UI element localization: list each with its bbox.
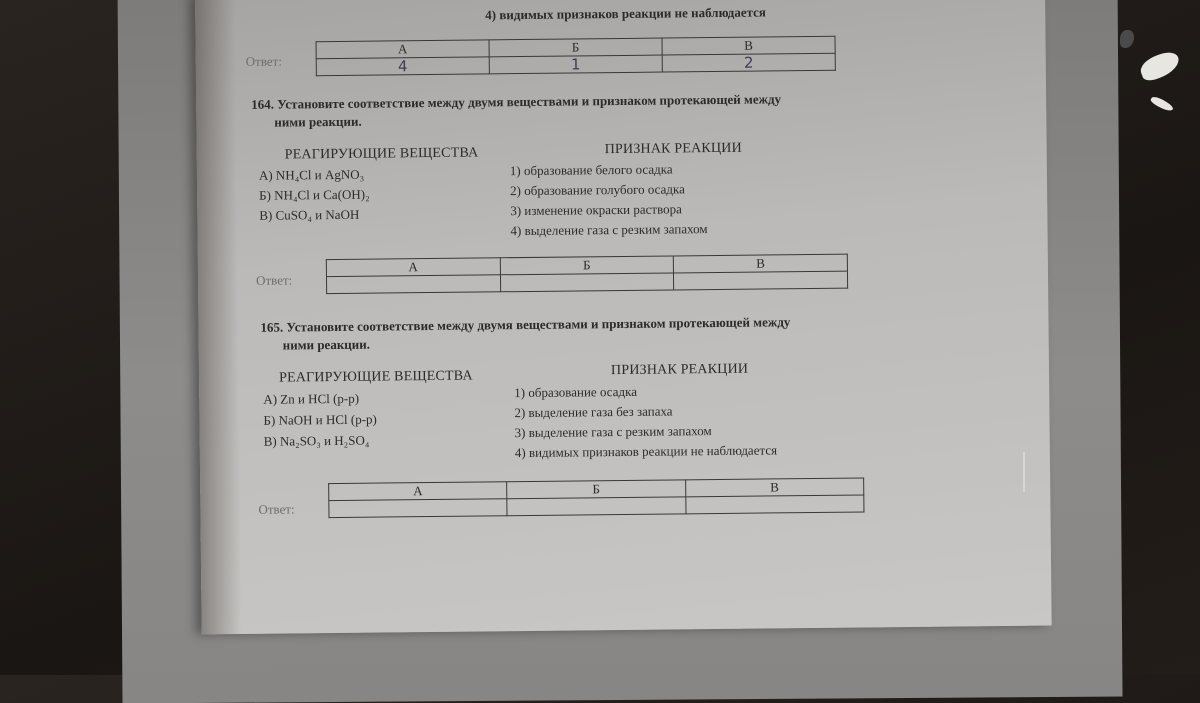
margin-mark <box>1023 452 1025 492</box>
answer-cell-v[interactable] <box>674 271 848 290</box>
col-header-v: В <box>685 478 864 497</box>
q164-sign-1: 1) образование белого осадка <box>509 161 673 179</box>
q164-answer-label: Ответ: <box>255 272 293 288</box>
q165-substance-a: А) Zn и HCl (р-р) <box>263 390 360 407</box>
q164-sign-4: 4) выделение газа с резким запахом <box>510 221 708 239</box>
top-answer-table <box>316 36 836 76</box>
q164-text-cont: ними реакции. <box>274 113 362 130</box>
debris <box>1137 49 1182 83</box>
worksheet-page <box>195 0 1052 634</box>
col-header-b: Б <box>489 38 662 57</box>
debris <box>1120 30 1134 48</box>
q165-text-cont: ними реакции. <box>282 336 371 353</box>
col-header-a: А <box>316 40 489 59</box>
q164-signs-header: ПРИЗНАК РЕАКЦИИ <box>604 140 742 158</box>
answer-cell-b[interactable] <box>500 273 674 292</box>
answer-cell-v[interactable]: 2 <box>662 53 835 72</box>
q164-substance-b: Б) NH₄Cl и Ca(OH)₂ <box>259 186 370 203</box>
col-header-a: А <box>329 482 507 501</box>
answer-cell-v[interactable] <box>685 495 864 514</box>
q164-text: 164. Установите соответствие между двумя веществами и признаком протекающей между <box>251 91 782 112</box>
top-answer-label: Ответ: <box>245 53 283 69</box>
q165-sign-1: 1) образование осадка <box>514 383 638 401</box>
debris <box>1150 95 1175 114</box>
q165-substance-b: Б) NaOH и HCl (р-р) <box>263 411 377 428</box>
answer-cell-a[interactable] <box>329 499 507 518</box>
q165-sign-2: 2) выделение газа без запаха <box>514 403 673 421</box>
col-header-a: А <box>326 258 500 277</box>
answer-cell-b[interactable]: 1 <box>489 55 662 74</box>
q165-sign-4: 4) видимых признаков реакции не наблюдается <box>514 442 778 461</box>
q165-signs-header: ПРИЗНАК РЕАКЦИИ <box>610 361 749 379</box>
col-header-b: Б <box>507 480 685 499</box>
q164-sign-2: 2) образование голубого осадка <box>510 181 685 199</box>
answer-cell-a[interactable]: 4 <box>316 57 489 76</box>
answer-cell-b[interactable] <box>507 497 685 516</box>
q164-sign-3: 3) изменение окраски раствора <box>510 201 682 219</box>
q164-answer-table <box>326 254 848 294</box>
q165-answer-table <box>328 477 864 518</box>
q164-substance-v: В) CuSO₄ и NaOH <box>259 206 360 223</box>
col-header-b: Б <box>500 256 674 275</box>
q165-answer-label: Ответ: <box>258 501 295 517</box>
q164-substances-header: РЕАГИРУЮЩИЕ ВЕЩЕСТВА <box>284 145 479 163</box>
col-header-v: В <box>662 36 835 55</box>
q165-text: 165. Установите соответствие между двумя веществами и признаком протекающей между <box>260 314 791 335</box>
q165-substance-v: В) Na₂SO₃ и H₂SO₄ <box>263 432 370 449</box>
top-option-4: 4) видимых признаков реакции не наблюдается <box>485 4 766 23</box>
q165-sign-3: 3) выделение газа с резким запахом <box>514 423 712 441</box>
answer-cell-a[interactable] <box>326 275 500 294</box>
col-header-v: В <box>674 254 848 273</box>
q165-substances-header: РЕАГИРУЮЩИЕ ВЕЩЕСТВА <box>278 368 473 386</box>
q164-substance-a: А) NH₄Cl и AgNO₃ <box>258 166 365 183</box>
